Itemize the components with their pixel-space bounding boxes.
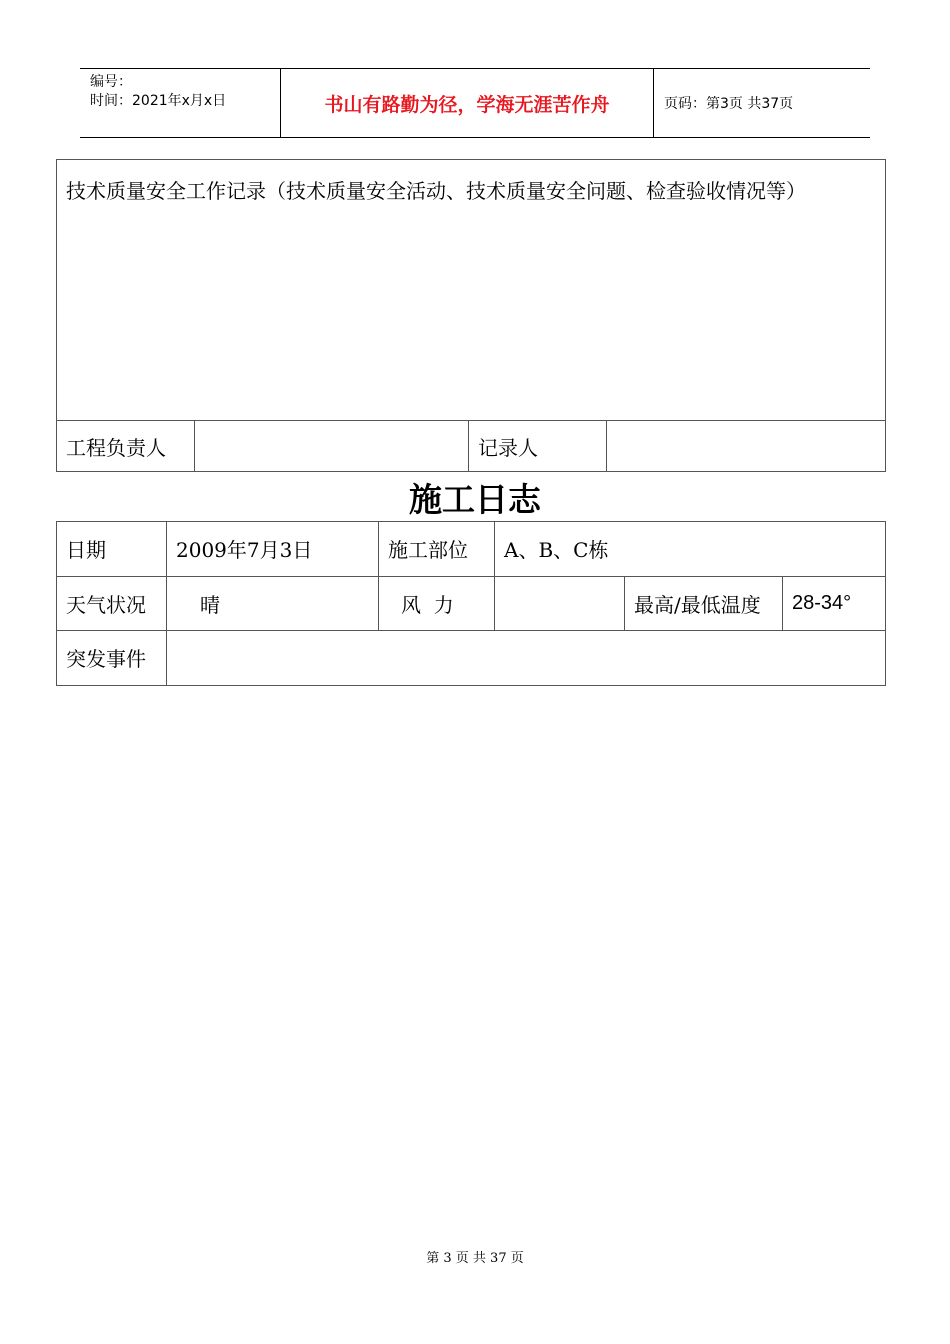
- recorder-label: 记录人: [469, 421, 607, 472]
- weather-label: 天气状况: [57, 576, 167, 631]
- wind-label: 风 力: [379, 576, 495, 631]
- header-motto: 书山有路勤为径，学海无涯苦作舟: [281, 69, 654, 137]
- time-label: 时间：2021年x月x日: [90, 93, 227, 109]
- record-cell[interactable]: [57, 160, 886, 421]
- temperature-label: 最高/最低温度: [625, 576, 783, 631]
- incident-label: 突发事件: [57, 631, 167, 686]
- weather-field[interactable]: 晴: [167, 576, 379, 631]
- wind-field[interactable]: [495, 576, 625, 631]
- location-field[interactable]: A、B、C栋: [495, 522, 886, 577]
- record-table: [56, 159, 886, 472]
- incident-field[interactable]: [167, 631, 886, 686]
- document-header: [80, 68, 870, 138]
- date-label: 日期: [57, 522, 167, 577]
- temperature-field[interactable]: 28-34°: [783, 576, 886, 631]
- log-title: 施工日志: [409, 480, 541, 519]
- recorder-field[interactable]: [607, 421, 886, 472]
- manager-label: 工程负责人: [57, 421, 195, 472]
- page-footer: 第 3 页 共 37 页: [426, 1251, 524, 1266]
- record-title: 技术质量安全工作记录（技术质量安全活动、技术质量安全问题、检查验收情况等）: [66, 179, 806, 203]
- header-page-info: 页码：第3页 共37页: [664, 96, 794, 112]
- date-field[interactable]: 2009年7月3日: [167, 522, 379, 577]
- number-label: 编号：: [90, 74, 132, 90]
- log-table: [56, 521, 886, 686]
- manager-field[interactable]: [195, 421, 469, 472]
- location-label: 施工部位: [379, 522, 495, 577]
- header-meta: [80, 69, 281, 137]
